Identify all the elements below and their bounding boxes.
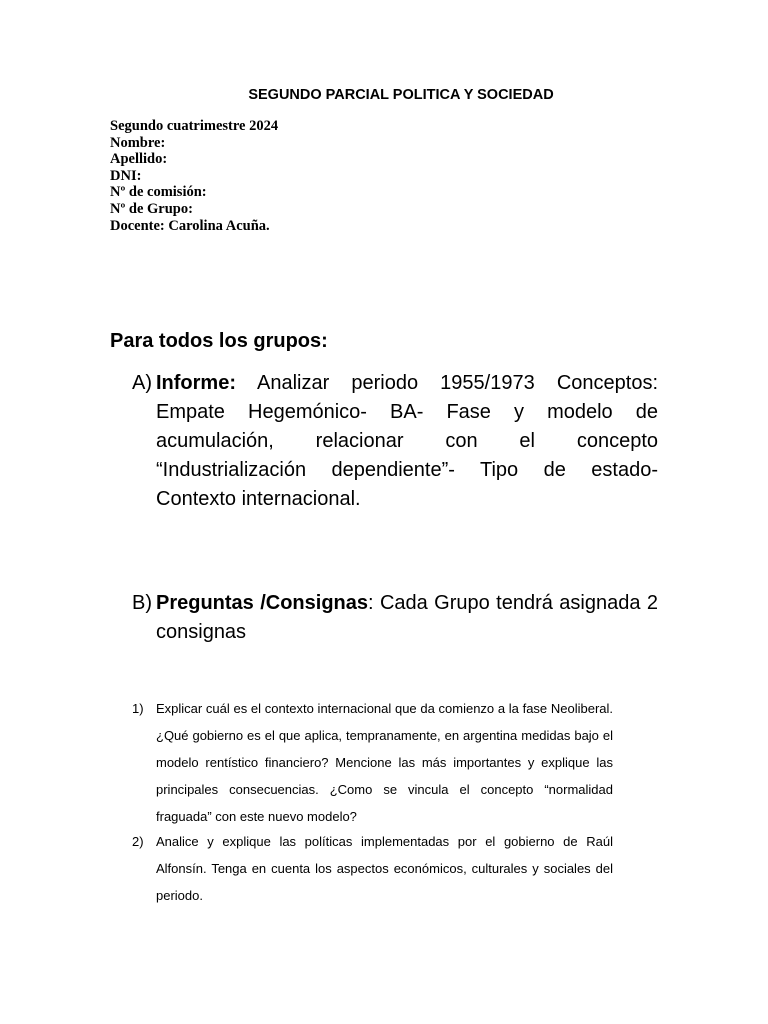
commission-field-label: Nº de comisión: — [110, 184, 207, 201]
list-marker: B) — [132, 592, 152, 614]
question-item-2 — [132, 828, 613, 909]
list-item-b — [132, 589, 658, 647]
list-item-body — [156, 369, 658, 514]
name-field-label: Nombre: — [110, 134, 166, 151]
question-item-1 — [132, 695, 613, 830]
term-line: Segundo cuatrimestre 2024 — [110, 118, 279, 134]
question-text: Analice y explique las políticas implementadas por el gobierno de Raúl Alfonsín. Tenga en cuenta los aspectos económicos, culturales y sociales del periodo. — [156, 834, 613, 903]
list-marker: A) — [132, 372, 152, 394]
item-label: Informe: — [156, 372, 236, 394]
dni-field-label: DNI: — [110, 167, 142, 184]
student-info-block — [110, 118, 278, 234]
section-heading: Para todos los grupos: — [110, 330, 328, 352]
question-text: Explicar cuál es el contexto internacional que da comienzo a la fase Neoliberal. ¿Qué gobierno es el que aplica, tempranamente, en argentina medidas bajo el modelo rentístico financiero? Mencione las más importantes y explique las principales consecuencias. ¿Como se vincula el concepto “normalidad fraguada” con este nuevo modelo? — [156, 701, 613, 824]
group-field-label: Nº de Grupo: — [110, 200, 193, 217]
item-text: Analizar periodo 1955/1973 Conceptos: Empate Hegemónico- BA- Fase y modelo de acumulación, relacionar con el concepto “Industrialización dependiente”- Tipo de estado- Contexto internacional. — [156, 372, 658, 510]
item-label: Preguntas /Consignas — [156, 592, 368, 614]
item-text: : Cada Grupo tendrá asignada 2 consignas — [156, 592, 658, 643]
teacher-line: Docente: Carolina Acuña. — [110, 217, 270, 234]
document-title: SEGUNDO PARCIAL POLITICA Y SOCIEDAD — [248, 87, 554, 103]
list-item-body — [156, 589, 658, 647]
question-marker: 2) — [132, 834, 144, 849]
list-item-a — [132, 369, 658, 514]
surname-field-label: Apellido: — [110, 151, 168, 168]
question-marker: 1) — [132, 701, 144, 716]
